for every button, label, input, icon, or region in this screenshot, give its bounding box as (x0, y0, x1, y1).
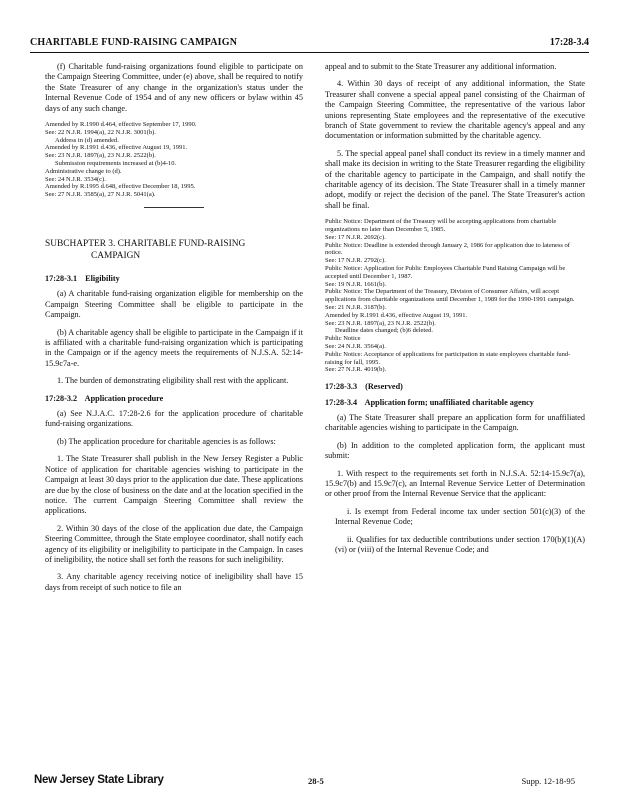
history-note: Address in (d) amended. (55, 136, 119, 144)
paragraph: (b) The application procedure for charitable agencies is as follows: (57, 436, 276, 446)
paragraph: 2. Within 30 days of the close of the application due date, the Campaign Steering Committee, through the State employee coordinator, shall notify each agency of its eligibility or ineligibility to participate in the Campaign. In cases of ineligibility, the notice shall set forth the reasons for such ineligibility. (45, 523, 303, 564)
history-note: See: 17 N.J.R. 2692(c). (325, 233, 386, 241)
section-title: Application procedure (84, 393, 164, 403)
history-note: See: 27 N.J.R. 3585(a), 27 N.J.R. 5041(a). (45, 191, 156, 199)
section-title: Eligibility (85, 274, 120, 283)
history-note: See: 24 N.J.R. 3564(a). (325, 343, 386, 351)
section-title: (Reserved) (365, 382, 403, 392)
running-header (30, 36, 589, 53)
page-footer (0, 776, 617, 790)
subchapter-heading-line1: SUBCHAPTER 3. CHARITABLE FUND-RAISING (45, 239, 246, 249)
paragraph: 1. The burden of demonstrating eligibility shall rest with the applicant. (57, 376, 289, 386)
section-number: 17:28-3.1 (45, 274, 78, 283)
paragraph-f: (f) Charitable fund-raising organizations found eligible to participate on the Campaign Steering Committee, under (e) above, shall be required to notify the State Treasurer of any change in the organization's status under the Internal Revenue Code of 1954 and of any new officers or bylaw within 45 days of any such change. (45, 62, 303, 113)
history-note: Amended by R.1990 d.464, effective September 17, 1990. (45, 121, 197, 129)
paragraph: (a) A charitable fund-raising organization eligible for membership on the Campaign Steering Committee shall be eligible to participate in the Campaign. (45, 289, 303, 320)
right-column (325, 62, 585, 563)
section-title: Application form; unaffiliated charitable agency (364, 397, 534, 407)
section-heading-3-1 (45, 274, 303, 284)
history-note: Amended by R.1995 d.648, effective December 18, 1995. (45, 183, 196, 191)
header-title: CHARITABLE FUND-RAISING CAMPAIGN (30, 37, 238, 48)
paragraph: appeal and to submit to the State Treasurer any additional information. (325, 62, 557, 71)
history-note: Public Notice: Application for Public Employees Charitable Fund Raising Campaign will be accepted until December 1, 1987. (325, 265, 566, 280)
history-note: Administrative change to (d). (45, 167, 122, 175)
paragraph: 3. Any charitable agency receiving notice of ineligibility shall have 15 days from receipt of such notice to file an (45, 572, 303, 592)
history-note: See: 24 N.J.R. 3534(c). (45, 175, 106, 183)
history-note: See: 19 N.J.R. 1661(b). (325, 280, 387, 288)
history-note: See: 23 N.J.R. 1897(a), 23 N.J.R. 2522(b). (325, 319, 436, 327)
section-number: 17:28-3.2 (45, 393, 78, 403)
paragraph: 1. The State Treasurer shall publish in the New Jersey Register a Public Notice of application for charitable agencies wishing to participate in the Campaign at least 30 days prior to the application due date. These applications are due by the close of business on the date and at the location specified in the notice. The current Campaign Steering Committee shall review the applications. (45, 454, 303, 516)
subchapter-heading-line2: CAMPAIGN (91, 251, 141, 261)
paragraph: 4. Within 30 days of receipt of any additional information, the State Treasurer shall convene a special appeal panel consisting of the Chairman of the Campaign Steering Committee, the representative of the various labor unions representing State employees and the representative of the executive branch of State government to review the charitable agency's appeal and any documentation or information submitted by the charitable agency. (325, 79, 585, 141)
library-logo: New Jersey State Library (34, 774, 164, 786)
paragraph: 1. With respect to the requirements set forth in N.J.S.A. 52:14-15.9c7(a), 15.9c7(b) and 15.9c7(c), an Internal Revenue Service Letter of Determination or other proof from the Internal Revenue Service that the applicant: (325, 468, 585, 499)
paragraph: (a) The State Treasurer shall prepare an application form for unaffiliated charitable agencies wishing to participate in the Campaign. (325, 413, 585, 433)
history-note: Public Notice (325, 335, 361, 343)
paragraph: (b) In addition to the completed application form, the applicant must submit: (325, 440, 585, 461)
page-number: 28-5 (308, 776, 324, 786)
section-number: 17:28-3.3 (325, 382, 358, 392)
history-notes-left (45, 121, 303, 199)
left-column (45, 62, 303, 600)
history-note: Public Notice: The Department of the Treasury, Division of Consumer Affairs, will accept applications from charitable organizations until December 1, 1989 for the 1990-1991 campaign. (325, 288, 575, 304)
section-heading-3-3 (325, 382, 585, 392)
history-notes-right (325, 218, 585, 374)
section-heading-3-2 (45, 394, 303, 404)
history-note: Public Notice: Acceptance of applications for participation in state employees charitable fund-raising for fall, 1995. (325, 350, 571, 366)
history-note: Public Notice: Department of the Treasury will be accepting applications from charitable organizations no later than December 5, 1985. (325, 218, 557, 234)
history-note: Submission requirements increased at (b)4-10. (55, 160, 177, 168)
paragraph: 5. The special appeal panel shall conduct its review in a timely manner and shall make its decision in writing to the State Treasurer regarding the eligibility of the charitable agency to participate in the Campaign, and shall notify the charitable agency of its decision. The State Treasurer shall in a timely manner adopt, modify or reject the decision of the panel. The State Treasurer's action shall be final. (325, 148, 585, 210)
section-number: 17:28-3.4 (325, 397, 358, 407)
subchapter-heading (45, 238, 303, 262)
section-heading-3-4 (325, 398, 585, 408)
history-note: See: 22 N.J.R. 1994(a), 22 N.J.R. 3001(b). (45, 128, 156, 136)
paragraph: ii. Qualifies for tax deductible contributions under section 170(b)(1)(A)(vi) or (viii) of the Internal Revenue Code; and (335, 534, 585, 555)
history-note: Public Notice: Deadline is extended through January 2, 1986 for application due to lateness of notice. (325, 241, 570, 257)
history-note: See: 27 N.J.R. 4019(b). (325, 366, 387, 374)
header-section-number: 17:28-3.4 (549, 37, 589, 48)
history-note: See: 23 N.J.R. 1897(a), 23 N.J.R. 2522(b). (45, 152, 156, 160)
history-note: Amended by R.1991 d.436, effective August 19, 1991. (45, 144, 188, 152)
paragraph: (b) A charitable agency shall be eligible to participate in the Campaign if it is affiliated with a charitable fund-raising organization which is participating in the Campaign or if the agency meets the requirements of N.J.S.A. 52:14-15.9c7a-e. (45, 327, 303, 368)
paragraph: i. Is exempt from Federal income tax under section 501(c)(3) of the Internal Revenue Code; (335, 506, 585, 527)
paragraph: (a) See N.J.A.C. 17:28-2.6 for the application procedure of charitable fund-raising organizations. (45, 409, 303, 429)
history-note: See: 21 N.J.R. 3187(b). (325, 304, 387, 312)
history-note: Amended by R.1991 d.436, effective August 19, 1991. (325, 311, 468, 319)
history-note: Deadline dates changed; (b)6 deleted. (335, 327, 433, 335)
history-note: See: 17 N.J.R. 2792(c). (325, 257, 386, 265)
section-divider (144, 207, 204, 208)
supplement-date: Supp. 12-18-95 (521, 776, 575, 786)
